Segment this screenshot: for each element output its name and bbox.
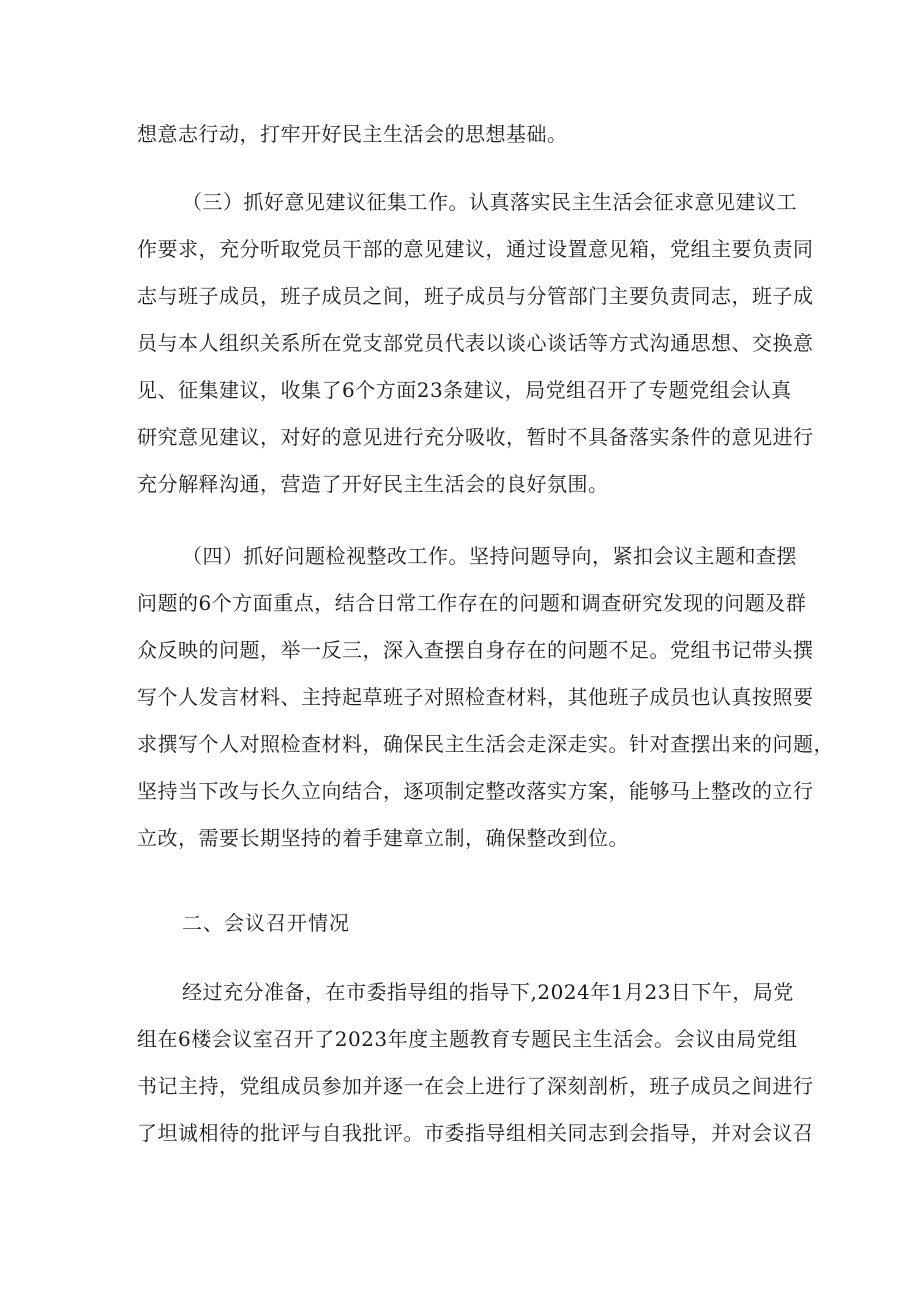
paragraph-4-line-1: 组在6楼会议室召开了2023年度主题教育专题民主生活会。会议由局党组 [137,1027,798,1051]
paragraph-2-line-0: （四）抓好问题检视整改工作。坚持问题导向，紧扣会议主题和查摆 [182,544,797,568]
paragraph-1-line-3: 员与本人组织关系所在党支部党员代表以谈心谈话等方式沟通思想、交换意 [137,331,814,355]
paragraph-4-line-0: 经过充分准备，在市委指导组的指导下,2024年1月23日下午，局党 [182,980,794,1004]
paragraph-4-line-3: 了坦诚相待的批评与自我批评。市委指导组相关同志到会指导，并对会议召 [137,1121,814,1145]
paragraph-2-line-3: 写个人发言材料、主持起草班子对照检查材料，其他班子成员也认真按照要 [137,685,814,709]
paragraph-1-line-5: 研究意见建议，对好的意见进行充分吸收，暂时不具备落实条件的意见进行 [137,425,814,449]
paragraph-1-line-6: 充分解释沟通，营造了开好民主生活会的良好氛围。 [137,472,609,496]
paragraph-1-line-0: （三）抓好意见建议征集工作。认真落实民主生活会征求意见建议工 [182,190,797,214]
paragraph-1-line-4: 见、征集建议，收集了6个方面23条建议，局党组召开了专题党组会认真 [137,378,792,402]
section-heading: 二、会议召开情况 [182,911,350,935]
paragraph-2-line-2: 众反映的问题，举一反三，深入查摆自身存在的问题不足。党组书记带头撰 [137,638,814,662]
paragraph-1-line-2: 志与班子成员，班子成员之间，班子成员与分管部门主要负责同志，班子成 [137,284,814,308]
paragraph-0-line-0: 想意志行动，打牢开好民主生活会的思想基础。 [137,122,568,146]
paragraph-2-line-4: 求撰写个人对照检查材料，确保民主生活会走深走实。针对查摆出来的问题， [137,732,834,756]
paragraph-2-line-1: 问题的6个方面重点，结合日常工作存在的问题和调查研究发现的问题及群 [137,591,807,615]
paragraph-4-line-2: 书记主持，党组成员参加并逐一在会上进行了深刻剖析，班子成员之间进行 [137,1074,814,1098]
paragraph-1-line-1: 作要求，充分听取党员干部的意见建议，通过设置意见箱，党组主要负责同 [137,237,814,261]
paragraph-2-line-5: 坚持当下改与长久立向结合，逐项制定整改落实方案，能够马上整改的立行 [137,779,814,803]
paragraph-2-line-6: 立改，需要长期坚持的着手建章立制，确保整改到位。 [137,826,629,850]
